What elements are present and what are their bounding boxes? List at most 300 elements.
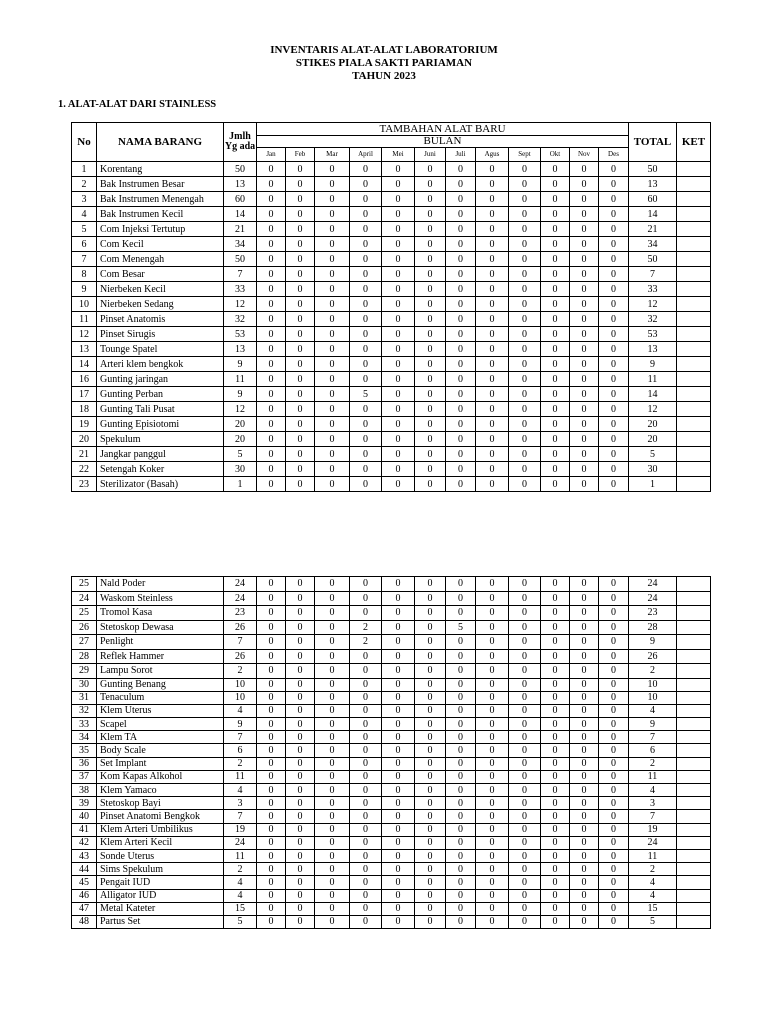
row-number: 45 [72,876,97,889]
month-value-mei: 0 [382,620,415,635]
row-number: 29 [72,664,97,679]
month-value-mei: 0 [382,784,415,797]
item-name: Bak Instrumen Besar [97,177,224,192]
month-value-mei: 0 [382,577,415,592]
month-value-juni: 0 [415,797,446,810]
month-value-sept: 0 [509,823,541,836]
row-number: 47 [72,902,97,915]
month-value-nov: 0 [570,704,599,717]
item-ket [677,222,711,237]
month-value-jan: 0 [257,635,286,650]
month-value-nov: 0 [570,417,599,432]
header-bulan: BULAN [257,136,629,148]
month-value-des: 0 [599,664,629,679]
item-ket [677,606,711,621]
header-month-mar: Mar [315,148,350,162]
row-number: 36 [72,757,97,770]
month-value-mar: 0 [315,770,350,783]
month-value-agus: 0 [476,664,509,679]
month-value-april: 0 [350,731,382,744]
month-value-april: 0 [350,207,382,222]
month-value-agus: 0 [476,162,509,177]
month-value-des: 0 [599,889,629,902]
month-value-sept: 0 [509,192,541,207]
item-quantity: 4 [224,784,257,797]
item-ket [677,620,711,635]
month-value-juni: 0 [415,591,446,606]
month-value-juli: 0 [446,237,476,252]
month-value-jan: 0 [257,432,286,447]
month-value-jan: 0 [257,177,286,192]
row-number: 28 [72,649,97,664]
month-value-juli: 0 [446,417,476,432]
month-value-april: 0 [350,744,382,757]
item-total: 50 [629,252,677,267]
row-number: 22 [72,462,97,477]
month-value-feb: 0 [286,606,315,621]
month-value-nov: 0 [570,678,599,691]
month-value-okt: 0 [541,387,570,402]
month-value-nov: 0 [570,222,599,237]
month-value-juni: 0 [415,836,446,849]
month-value-okt: 0 [541,357,570,372]
month-value-juli: 0 [446,447,476,462]
month-value-feb: 0 [286,387,315,402]
header-month-sept: Sept [509,148,541,162]
month-value-april: 0 [350,849,382,862]
item-ket [677,402,711,417]
month-value-sept: 0 [509,312,541,327]
month-value-okt: 0 [541,797,570,810]
month-value-nov: 0 [570,297,599,312]
month-value-mar: 0 [315,836,350,849]
table-row [72,462,711,477]
month-value-mar: 0 [315,462,350,477]
month-value-feb: 0 [286,417,315,432]
item-quantity: 9 [224,357,257,372]
month-value-sept: 0 [509,222,541,237]
month-value-nov: 0 [570,591,599,606]
month-value-sept: 0 [509,744,541,757]
month-value-des: 0 [599,718,629,731]
month-value-juli: 0 [446,477,476,492]
month-value-mar: 0 [315,177,350,192]
month-value-des: 0 [599,836,629,849]
table-row [72,342,711,357]
item-name: Korentang [97,162,224,177]
month-value-jan: 0 [257,267,286,282]
item-quantity: 2 [224,863,257,876]
month-value-juni: 0 [415,731,446,744]
month-value-mar: 0 [315,731,350,744]
item-ket [677,691,711,704]
month-value-des: 0 [599,635,629,650]
month-value-agus: 0 [476,447,509,462]
item-ket [677,447,711,462]
item-name: Jangkar panggul [97,447,224,462]
item-name: Alligator IUD [97,889,224,902]
month-value-juli: 0 [446,691,476,704]
table-row [72,718,711,731]
item-ket [677,477,711,492]
month-value-juni: 0 [415,162,446,177]
row-number: 4 [72,207,97,222]
row-number: 19 [72,417,97,432]
item-total: 26 [629,649,677,664]
month-value-juli: 0 [446,282,476,297]
month-value-jan: 0 [257,577,286,592]
month-value-juli: 0 [446,162,476,177]
month-value-mar: 0 [315,784,350,797]
item-name: Pengait IUD [97,876,224,889]
item-total: 11 [629,372,677,387]
month-value-juli: 0 [446,849,476,862]
item-name: Sterilizator (Basah) [97,477,224,492]
row-number: 16 [72,372,97,387]
item-ket [677,664,711,679]
month-value-feb: 0 [286,462,315,477]
item-name: Gunting Perban [97,387,224,402]
item-ket [677,889,711,902]
month-value-des: 0 [599,342,629,357]
month-value-agus: 0 [476,327,509,342]
month-value-okt: 0 [541,704,570,717]
month-value-sept: 0 [509,836,541,849]
month-value-okt: 0 [541,691,570,704]
month-value-mar: 0 [315,718,350,731]
month-value-jan: 0 [257,863,286,876]
month-value-jan: 0 [257,704,286,717]
month-value-april: 0 [350,192,382,207]
month-value-april: 0 [350,432,382,447]
month-value-juli: 0 [446,177,476,192]
row-number: 5 [72,222,97,237]
month-value-jan: 0 [257,372,286,387]
row-number: 25 [72,577,97,592]
month-value-mar: 0 [315,222,350,237]
item-ket [677,863,711,876]
table-row [72,664,711,679]
month-value-sept: 0 [509,606,541,621]
month-value-mar: 0 [315,282,350,297]
table-row [72,327,711,342]
item-name: Waskom Steinless [97,591,224,606]
month-value-okt: 0 [541,876,570,889]
month-value-agus: 0 [476,915,509,928]
month-value-juli: 0 [446,810,476,823]
month-value-okt: 0 [541,237,570,252]
item-total: 14 [629,207,677,222]
month-value-des: 0 [599,849,629,862]
month-value-mei: 0 [382,876,415,889]
month-value-mei: 0 [382,372,415,387]
item-name: Set Implant [97,757,224,770]
table-row [72,849,711,862]
month-value-juni: 0 [415,327,446,342]
item-name: Tenaculum [97,691,224,704]
month-value-mar: 0 [315,267,350,282]
month-value-okt: 0 [541,863,570,876]
month-value-juni: 0 [415,649,446,664]
month-value-sept: 0 [509,678,541,691]
month-value-agus: 0 [476,222,509,237]
month-value-sept: 0 [509,784,541,797]
row-number: 27 [72,635,97,650]
month-value-jan: 0 [257,915,286,928]
month-value-mar: 0 [315,863,350,876]
month-value-mar: 0 [315,849,350,862]
month-value-nov: 0 [570,327,599,342]
month-value-nov: 0 [570,797,599,810]
month-value-mar: 0 [315,664,350,679]
month-value-sept: 0 [509,889,541,902]
month-value-okt: 0 [541,810,570,823]
month-value-mar: 0 [315,635,350,650]
month-value-feb: 0 [286,704,315,717]
month-value-juli: 0 [446,757,476,770]
month-value-april: 0 [350,312,382,327]
month-value-april: 0 [350,704,382,717]
row-number: 48 [72,915,97,928]
row-number: 23 [72,477,97,492]
month-value-april: 0 [350,678,382,691]
month-value-april: 0 [350,691,382,704]
item-quantity: 32 [224,312,257,327]
row-number: 3 [72,192,97,207]
month-value-april: 0 [350,222,382,237]
table-row [72,649,711,664]
month-value-okt: 0 [541,282,570,297]
month-value-mar: 0 [315,889,350,902]
month-value-juni: 0 [415,606,446,621]
month-value-agus: 0 [476,744,509,757]
month-value-juni: 0 [415,810,446,823]
item-ket [677,237,711,252]
table-row [72,915,711,928]
month-value-des: 0 [599,678,629,691]
month-value-feb: 0 [286,635,315,650]
item-name: Com Injeksi Tertutup [97,222,224,237]
month-value-mar: 0 [315,757,350,770]
item-total: 12 [629,297,677,312]
item-name: Klem TA [97,731,224,744]
item-total: 30 [629,462,677,477]
month-value-nov: 0 [570,649,599,664]
month-value-sept: 0 [509,810,541,823]
month-value-juni: 0 [415,664,446,679]
month-value-feb: 0 [286,327,315,342]
item-name: Tromol Kasa [97,606,224,621]
month-value-jan: 0 [257,357,286,372]
item-ket [677,649,711,664]
month-value-agus: 0 [476,591,509,606]
month-value-juni: 0 [415,342,446,357]
month-value-mei: 0 [382,462,415,477]
row-number: 25 [72,606,97,621]
item-quantity: 4 [224,704,257,717]
header-month-jan: Jan [257,148,286,162]
item-ket [677,744,711,757]
month-value-mar: 0 [315,678,350,691]
month-value-des: 0 [599,744,629,757]
month-value-mei: 0 [382,635,415,650]
table-row [72,678,711,691]
item-quantity: 23 [224,606,257,621]
month-value-juni: 0 [415,889,446,902]
month-value-okt: 0 [541,477,570,492]
item-total: 19 [629,823,677,836]
month-value-des: 0 [599,192,629,207]
month-value-des: 0 [599,797,629,810]
row-number: 1 [72,162,97,177]
item-ket [677,849,711,862]
month-value-nov: 0 [570,192,599,207]
month-value-april: 0 [350,477,382,492]
month-value-mar: 0 [315,252,350,267]
month-value-agus: 0 [476,342,509,357]
item-quantity: 50 [224,162,257,177]
month-value-sept: 0 [509,432,541,447]
table-row [72,902,711,915]
month-value-feb: 0 [286,447,315,462]
item-name: Com Kecil [97,237,224,252]
item-quantity: 6 [224,744,257,757]
item-total: 5 [629,915,677,928]
table-row [72,297,711,312]
item-ket [677,282,711,297]
item-total: 50 [629,162,677,177]
month-value-juli: 0 [446,591,476,606]
item-quantity: 10 [224,678,257,691]
item-total: 10 [629,678,677,691]
item-ket [677,207,711,222]
item-quantity: 24 [224,591,257,606]
month-value-agus: 0 [476,297,509,312]
month-value-jan: 0 [257,207,286,222]
item-name: Setengah Koker [97,462,224,477]
month-value-sept: 0 [509,402,541,417]
month-value-april: 0 [350,237,382,252]
month-value-mei: 0 [382,902,415,915]
month-value-juli: 0 [446,357,476,372]
item-name: Stetoskop Bayi [97,797,224,810]
month-value-mar: 0 [315,297,350,312]
month-value-feb: 0 [286,718,315,731]
item-quantity: 50 [224,252,257,267]
month-value-juli: 0 [446,770,476,783]
month-value-sept: 0 [509,577,541,592]
item-total: 33 [629,282,677,297]
month-value-feb: 0 [286,192,315,207]
item-total: 60 [629,192,677,207]
item-quantity: 7 [224,810,257,823]
month-value-agus: 0 [476,797,509,810]
month-value-nov: 0 [570,915,599,928]
section-title: 1. ALAT-ALAT DARI STAINLESS [58,99,217,110]
month-value-nov: 0 [570,718,599,731]
month-value-juli: 0 [446,342,476,357]
table-row [72,591,711,606]
item-total: 7 [629,267,677,282]
table-row [72,252,711,267]
month-value-sept: 0 [509,704,541,717]
month-value-des: 0 [599,447,629,462]
item-ket [677,312,711,327]
header-month-feb: Feb [286,148,315,162]
month-value-mei: 0 [382,237,415,252]
item-total: 9 [629,718,677,731]
document-header [0,44,768,83]
month-value-juli: 0 [446,915,476,928]
month-value-juli: 0 [446,902,476,915]
month-value-okt: 0 [541,889,570,902]
row-number: 31 [72,691,97,704]
month-value-mei: 0 [382,649,415,664]
month-value-juli: 0 [446,635,476,650]
month-value-jan: 0 [257,237,286,252]
month-value-nov: 0 [570,462,599,477]
month-value-mar: 0 [315,915,350,928]
item-ket [677,462,711,477]
month-value-juli: 0 [446,744,476,757]
header-month-agus: Agus [476,148,509,162]
month-value-sept: 0 [509,915,541,928]
month-value-des: 0 [599,327,629,342]
item-quantity: 60 [224,192,257,207]
month-value-juni: 0 [415,863,446,876]
month-value-agus: 0 [476,267,509,282]
month-value-nov: 0 [570,432,599,447]
month-value-des: 0 [599,876,629,889]
month-value-okt: 0 [541,770,570,783]
row-number: 40 [72,810,97,823]
item-name: Klem Yamaco [97,784,224,797]
item-total: 7 [629,810,677,823]
month-value-mei: 0 [382,477,415,492]
month-value-feb: 0 [286,678,315,691]
item-name: Gunting Benang [97,678,224,691]
item-name: Gunting Episiotomi [97,417,224,432]
month-value-mar: 0 [315,744,350,757]
month-value-sept: 0 [509,162,541,177]
table-row [72,577,711,592]
month-value-feb: 0 [286,744,315,757]
month-value-feb: 0 [286,810,315,823]
month-value-feb: 0 [286,577,315,592]
month-value-feb: 0 [286,620,315,635]
month-value-agus: 0 [476,387,509,402]
item-total: 11 [629,849,677,862]
month-value-april: 0 [350,252,382,267]
month-value-sept: 0 [509,297,541,312]
month-value-jan: 0 [257,849,286,862]
row-number: 35 [72,744,97,757]
month-value-april: 0 [350,836,382,849]
month-value-nov: 0 [570,372,599,387]
month-value-okt: 0 [541,757,570,770]
item-name: Body Scale [97,744,224,757]
month-value-feb: 0 [286,915,315,928]
item-quantity: 7 [224,635,257,650]
month-value-des: 0 [599,784,629,797]
row-number: 14 [72,357,97,372]
item-total: 13 [629,342,677,357]
month-value-nov: 0 [570,810,599,823]
month-value-agus: 0 [476,691,509,704]
month-value-agus: 0 [476,357,509,372]
month-value-okt: 0 [541,297,570,312]
month-value-sept: 0 [509,417,541,432]
